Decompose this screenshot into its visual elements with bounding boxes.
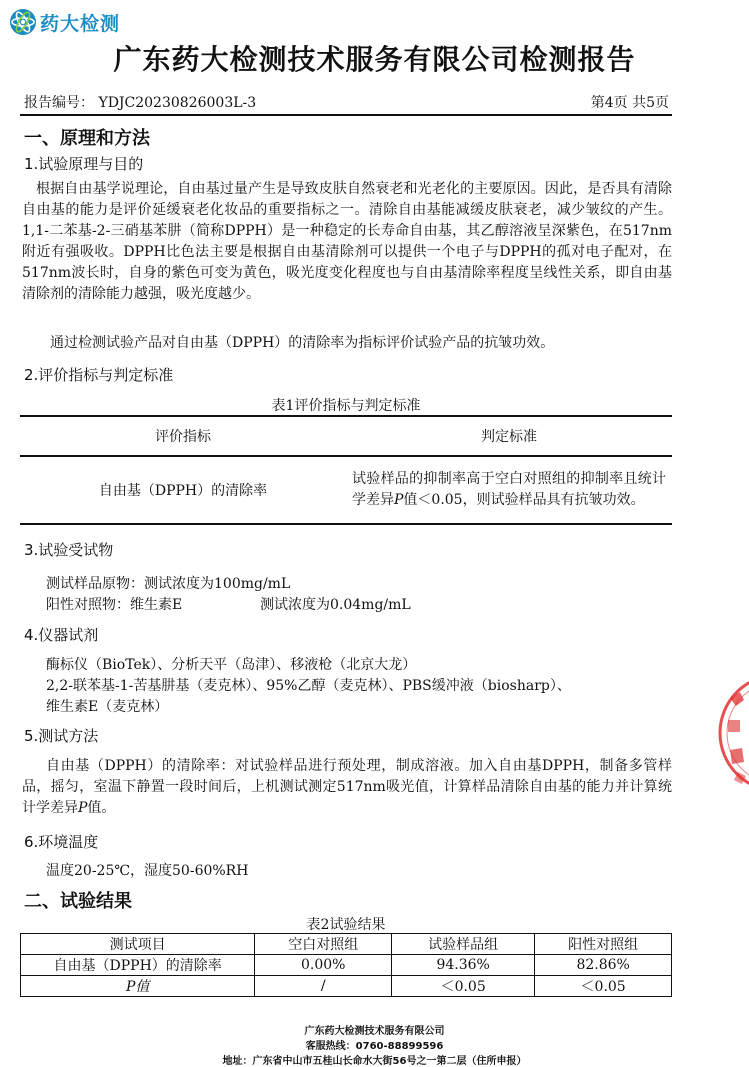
table-row [20,456,672,524]
instruments-line: 酶标仪（BioTek）、分析天平（岛津）、移液枪（北京大龙） [46,657,417,673]
method-text: 自由基（DPPH）的清除率：对试验样品进行预处理，制成溶液。加入自由基DPPH，制备多管样品，摇匀，室温下静置一段时间后，上机测试测定517nm吸光值，计算样品清除自由基的能力并计算统计学差异 [22,758,672,816]
table-header-row [20,416,672,456]
table-header-cell: 评价指标 [20,416,346,456]
table2-caption: 表2试验结果 [306,917,386,933]
p-symbol: P [78,800,88,816]
footer-hotline: 客服热线：0760-88899596 [305,1041,444,1052]
method-paragraph [22,756,672,819]
subheading-environment: 6.环境温度 [24,833,99,851]
subheading-principle-purpose: 1.试验原理与目的 [24,155,144,173]
page-info: 第4页 共5页 [590,95,669,111]
reagents-line-2: 维生素E（麦克林） [46,699,169,715]
p-symbol: P [394,492,404,508]
table-header-cell: 试验样品组 [392,934,535,955]
positive-control-concentration: 测试浓度为0.04mg/mL [260,597,411,613]
table-header-row [21,934,672,955]
company-seal-icon [716,668,749,798]
table-row [21,955,672,976]
criteria-table [20,415,672,525]
test-sample-line: 测试样品原物：测试浓度为100mg/mL [46,576,291,592]
criteria-text: 值＜0.05，则试验样品具有抗皱功效。 [403,492,645,508]
table-cell: 自由基（DPPH）的清除率 [20,456,346,524]
table-cell: 82.86% [535,955,672,976]
table-cell: 自由基（DPPH）的清除率 [21,955,255,976]
section-heading-results: 二、试验结果 [24,891,132,912]
footer-address: 地址：广东省中山市五桂山长命水大街56号之一第二层（住所申报） [222,1056,527,1067]
purpose-paragraph: 通过检测试验产品对自由基（DPPH）的清除率为指标评价试验产品的抗皱功效。 [50,335,555,351]
table-cell: P值 [21,976,255,997]
principle-paragraph: 根据自由基学说理论，自由基过量产生是导致皮肤自然衰老和光老化的主要原因。因此，是否具有清除自由基的能力是评价延缓衰老化妆品的重要指标之一。清除自由基能减缓皮肤衰老，减少皱纹的产生。1,1-二苯基-2-三硝基苯肼（简称DPPH）是一种稳定的长寿命自由基，其乙醇溶液呈深紫色，在517nm附近有强吸收。DPPH比色法主要是根据自由基清除剂可以提供一个电子与DPPH的孤对电子配对，在517nm波长时，自身的紫色可变为黄色，吸光度变化程度也与自由基清除率程度呈线性关系，即自由基清除剂的清除能力越强，吸光度越少。 [22,181,672,302]
results-table [20,933,672,997]
logo-text: 药大检测 [40,13,121,35]
table-header-cell: 阳性对照组 [535,934,672,955]
report-number: 报告编号： YDJC20230826003L-3 [24,95,257,111]
criteria-text: 试验样品的抑制率高于空白对照组的抑制率且统计学差异 [352,471,666,508]
subheading-instruments: 4.仪器试剂 [24,626,99,644]
table-cell: ＜0.05 [535,976,672,997]
method-text: 值。 [87,800,116,816]
subheading-criteria: 2.评价指标与判定标准 [24,366,174,384]
table-cell: / [255,976,392,997]
section-heading-principle: 一、原理和方法 [24,128,150,149]
report-title: 广东药大检测技术服务有限公司检测报告 [113,43,636,76]
positive-control-label: 阳性对照物：维生素E [46,597,183,613]
table-header-cell: 空白对照组 [255,934,392,955]
table-cell-criteria [346,456,672,524]
subheading-method: 5.测试方法 [24,727,99,745]
atom-logo-icon [8,7,38,37]
environment-line: 温度20-25℃，湿度50-60%RH [46,863,249,879]
table-cell: ＜0.05 [392,976,535,997]
table-cell: 94.36% [392,955,535,976]
company-logo [8,6,128,38]
footer-company: 广东药大检测技术服务有限公司 [304,1026,445,1037]
table-row [21,976,672,997]
table1-caption: 表1评价指标与判定标准 [271,398,421,414]
table-cell: 0.00% [255,955,392,976]
subheading-test-substances: 3.试验受试物 [24,541,114,559]
reagents-line: 2,2-联苯基-1-苦基肼基（麦克林）、95%乙醇（麦克林）、PBS缓冲液（biosharp）、 [46,678,571,694]
table-header-cell: 判定标准 [346,416,672,456]
header-divider [20,114,672,116]
table-header-cell: 测试项目 [21,934,255,955]
